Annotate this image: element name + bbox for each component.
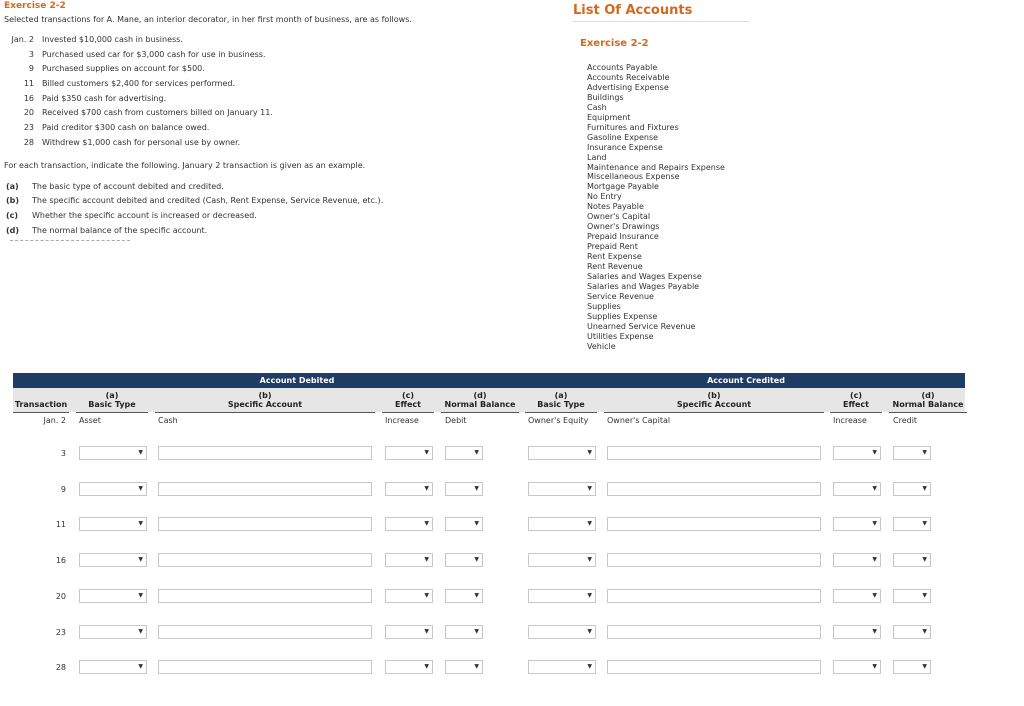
col-debit-normal-balance: (d) Normal Balance bbox=[444, 391, 516, 409]
credit-balance-select[interactable] bbox=[893, 517, 931, 531]
debit-account-input[interactable] bbox=[158, 517, 372, 531]
debit-effect-select[interactable] bbox=[385, 589, 433, 603]
transaction-item: 11 Billed customers $2,400 for services performed. bbox=[23, 79, 236, 88]
debit-account-input[interactable] bbox=[158, 660, 372, 674]
dropdown-arrow-icon: ▼ bbox=[138, 556, 143, 563]
debit-account-input[interactable] bbox=[158, 482, 372, 496]
account-list-item: Unearned Service Revenue bbox=[587, 321, 696, 331]
account-list bbox=[587, 63, 725, 352]
example-debit-type: Asset bbox=[79, 416, 101, 425]
account-list-item: Advertising Expense bbox=[587, 82, 669, 92]
dropdown-arrow-icon: ▼ bbox=[872, 628, 877, 635]
debit-balance-select[interactable] bbox=[445, 517, 483, 531]
exercise-title: Exercise 2-2 bbox=[4, 1, 66, 11]
dropdown-arrow-icon: ▼ bbox=[474, 628, 479, 635]
col-debit-specific-account: (b) Specific Account bbox=[227, 391, 303, 409]
debit-effect-select[interactable] bbox=[385, 660, 433, 674]
divider bbox=[830, 412, 882, 413]
transaction-item: 20 Received $700 cash from customers billed on January 11. bbox=[23, 108, 273, 117]
dropdown-arrow-icon: ▼ bbox=[872, 556, 877, 563]
debit-account-input[interactable] bbox=[158, 553, 372, 567]
account-list-item: Prepaid Rent bbox=[587, 242, 638, 252]
row-date: 16 bbox=[55, 556, 66, 565]
dropdown-arrow-icon: ▼ bbox=[138, 663, 143, 670]
credit-effect-select[interactable] bbox=[833, 660, 881, 674]
dropdown-arrow-icon: ▼ bbox=[424, 485, 429, 492]
account-list-item: Supplies Expense bbox=[587, 311, 658, 321]
account-list-item: Maintenance and Repairs Expense bbox=[587, 162, 725, 172]
credit-account-input[interactable] bbox=[607, 446, 821, 460]
dropdown-arrow-icon: ▼ bbox=[587, 628, 592, 635]
row-date: 9 bbox=[60, 485, 66, 494]
row-date: 20 bbox=[55, 592, 66, 601]
account-list-item: Prepaid Insurance bbox=[587, 232, 659, 242]
credit-balance-select[interactable] bbox=[893, 553, 931, 567]
credit-basic-type-select[interactable] bbox=[528, 589, 596, 603]
credit-balance-select[interactable] bbox=[893, 660, 931, 674]
credit-account-input[interactable] bbox=[607, 589, 821, 603]
dropdown-arrow-icon: ▼ bbox=[474, 485, 479, 492]
divider bbox=[76, 412, 148, 413]
divider bbox=[573, 21, 749, 22]
account-list-item: Cash bbox=[587, 102, 607, 112]
col-debit-basic-type: (a) Basic Type bbox=[88, 391, 136, 409]
row-date: 3 bbox=[60, 449, 66, 458]
account-list-item: Mortgage Payable bbox=[587, 182, 659, 192]
debit-effect-select[interactable] bbox=[385, 517, 433, 531]
dropdown-arrow-icon: ▼ bbox=[872, 663, 877, 670]
account-list-item: Accounts Payable bbox=[587, 63, 658, 72]
example-credit-effect: Increase bbox=[833, 416, 867, 425]
dropdown-arrow-icon: ▼ bbox=[424, 520, 429, 527]
dropdown-arrow-icon: ▼ bbox=[587, 663, 592, 670]
col-credit-specific-account: (b) Specific Account bbox=[676, 391, 752, 409]
credit-account-input[interactable] bbox=[607, 553, 821, 567]
dropdown-arrow-icon: ▼ bbox=[872, 520, 877, 527]
account-list-item: Salaries and Wages Payable bbox=[587, 281, 700, 291]
dropdown-arrow-icon: ▼ bbox=[424, 449, 429, 456]
credit-basic-type-select[interactable] bbox=[528, 553, 596, 567]
divider bbox=[382, 412, 434, 413]
col-credit-normal-balance: (d) Normal Balance bbox=[892, 391, 964, 409]
dropdown-arrow-icon: ▼ bbox=[872, 485, 877, 492]
dropdown-arrow-icon: ▼ bbox=[587, 449, 592, 456]
example-credit-type: Owner's Equity bbox=[528, 416, 589, 425]
debit-balance-select[interactable] bbox=[445, 446, 483, 460]
dropdown-arrow-icon: ▼ bbox=[922, 663, 927, 670]
debit-basic-type-select[interactable] bbox=[79, 446, 147, 460]
dropdown-arrow-icon: ▼ bbox=[138, 592, 143, 599]
credit-effect-select[interactable] bbox=[833, 589, 881, 603]
debit-balance-select[interactable] bbox=[445, 589, 483, 603]
transaction-item: 23 Paid creditor $300 cash on balance owed. bbox=[23, 123, 210, 132]
debit-balance-select[interactable] bbox=[445, 553, 483, 567]
example-debit-balance: Debit bbox=[445, 416, 467, 425]
debit-basic-type-select[interactable] bbox=[79, 625, 147, 639]
dropdown-arrow-icon: ▼ bbox=[138, 628, 143, 635]
credit-basic-type-select[interactable] bbox=[528, 517, 596, 531]
debit-basic-type-select[interactable] bbox=[79, 660, 147, 674]
divider bbox=[441, 412, 519, 413]
debit-account-input[interactable] bbox=[158, 589, 372, 603]
divider bbox=[604, 412, 824, 413]
account-credited-header: Account Credited bbox=[527, 373, 965, 388]
debit-account-input[interactable] bbox=[158, 625, 372, 639]
transaction-item: 3 Purchased used car for $3,000 cash for use in business. bbox=[28, 50, 266, 59]
debit-basic-type-select[interactable] bbox=[79, 517, 147, 531]
credit-account-input[interactable] bbox=[607, 660, 821, 674]
account-list-item: Supplies bbox=[587, 301, 621, 311]
row-date: 23 bbox=[55, 628, 66, 637]
dropdown-arrow-icon: ▼ bbox=[587, 556, 592, 563]
dropdown-arrow-icon: ▼ bbox=[587, 485, 592, 492]
debit-effect-select[interactable] bbox=[385, 446, 433, 460]
dropdown-arrow-icon: ▼ bbox=[474, 520, 479, 527]
example-debit-effect: Increase bbox=[385, 416, 419, 425]
dropdown-arrow-icon: ▼ bbox=[138, 485, 143, 492]
divider bbox=[10, 240, 130, 241]
dropdown-arrow-icon: ▼ bbox=[474, 592, 479, 599]
credit-balance-select[interactable] bbox=[893, 446, 931, 460]
dropdown-arrow-icon: ▼ bbox=[138, 520, 143, 527]
account-list-item: Furnitures and Fixtures bbox=[587, 122, 679, 132]
divider bbox=[889, 412, 967, 413]
debit-effect-select[interactable] bbox=[385, 482, 433, 496]
credit-effect-select[interactable] bbox=[833, 553, 881, 567]
account-debited-header: Account Debited bbox=[13, 373, 581, 388]
account-list-item: No Entry bbox=[587, 192, 622, 202]
dropdown-arrow-icon: ▼ bbox=[474, 663, 479, 670]
debit-balance-select[interactable] bbox=[445, 660, 483, 674]
credit-effect-select[interactable] bbox=[833, 446, 881, 460]
debit-basic-type-select[interactable] bbox=[79, 482, 147, 496]
account-list-item: Accounts Receivable bbox=[587, 72, 670, 82]
divider bbox=[13, 412, 69, 413]
debit-balance-select[interactable] bbox=[445, 625, 483, 639]
transaction-item: 16 Paid $350 cash for advertising. bbox=[23, 94, 167, 103]
credit-balance-select[interactable] bbox=[893, 625, 931, 639]
account-list-item: Rent Expense bbox=[587, 252, 642, 262]
list-of-accounts-title: List Of Accounts bbox=[573, 3, 693, 18]
divider bbox=[525, 412, 597, 413]
account-list-item: Rent Revenue bbox=[587, 262, 643, 272]
divider bbox=[155, 412, 375, 413]
credit-balance-select[interactable] bbox=[893, 589, 931, 603]
dropdown-arrow-icon: ▼ bbox=[138, 449, 143, 456]
example-credit-account: Owner's Capital bbox=[607, 416, 671, 425]
debit-effect-select[interactable] bbox=[385, 553, 433, 567]
credit-basic-type-select[interactable] bbox=[528, 625, 596, 639]
account-list-item: Owner's Drawings bbox=[587, 222, 660, 232]
dropdown-arrow-icon: ▼ bbox=[424, 663, 429, 670]
exercise-intro: Selected transactions for A. Mane, an interior decorator, in her first month of business, are as follows. bbox=[4, 15, 412, 24]
account-list-item: Service Revenue bbox=[587, 291, 654, 301]
credit-basic-type-select[interactable] bbox=[528, 482, 596, 496]
dropdown-arrow-icon: ▼ bbox=[922, 592, 927, 599]
account-list-item: Salaries and Wages Expense bbox=[587, 272, 702, 282]
debit-effect-select[interactable] bbox=[385, 625, 433, 639]
account-list-item: Buildings bbox=[587, 92, 624, 102]
debit-basic-type-select[interactable] bbox=[79, 553, 147, 567]
dropdown-arrow-icon: ▼ bbox=[587, 520, 592, 527]
account-list-item: Gasoline Expense bbox=[587, 132, 659, 142]
credit-account-input[interactable] bbox=[607, 625, 821, 639]
credit-effect-select[interactable] bbox=[833, 625, 881, 639]
col-credit-effect: (c) Effect bbox=[843, 391, 869, 409]
transaction-item: Jan. 2 Invested $10,000 cash in business. bbox=[11, 35, 183, 44]
dropdown-arrow-icon: ▼ bbox=[424, 628, 429, 635]
account-list-item: Equipment bbox=[587, 112, 631, 122]
dropdown-arrow-icon: ▼ bbox=[424, 556, 429, 563]
account-list-item: Insurance Expense bbox=[587, 142, 663, 152]
debit-basic-type-select[interactable] bbox=[79, 589, 147, 603]
dropdown-arrow-icon: ▼ bbox=[474, 449, 479, 456]
dropdown-arrow-icon: ▼ bbox=[587, 592, 592, 599]
dropdown-arrow-icon: ▼ bbox=[922, 628, 927, 635]
transaction-item: 28 Withdrew $1,000 cash for personal use by owner. bbox=[23, 138, 241, 147]
col-credit-basic-type: (a) Basic Type bbox=[537, 391, 585, 409]
credit-effect-select[interactable] bbox=[833, 482, 881, 496]
account-list-item: Utilities Expense bbox=[587, 331, 654, 341]
dropdown-arrow-icon: ▼ bbox=[922, 556, 927, 563]
credit-effect-select[interactable] bbox=[833, 517, 881, 531]
account-list-item: Miscellaneous Expense bbox=[587, 172, 680, 182]
debit-account-input[interactable] bbox=[158, 446, 372, 460]
dropdown-arrow-icon: ▼ bbox=[424, 592, 429, 599]
account-list-item: Notes Payable bbox=[587, 202, 644, 212]
credit-account-input[interactable] bbox=[607, 482, 821, 496]
dropdown-arrow-icon: ▼ bbox=[872, 449, 877, 456]
row-date: 11 bbox=[55, 520, 66, 529]
transaction-item: 9 Purchased supplies on account for $500. bbox=[28, 64, 205, 73]
account-list-item: Owner's Capital bbox=[587, 212, 651, 222]
example-credit-balance: Credit bbox=[893, 416, 918, 425]
instruction-text: For each transaction, indicate the following. January 2 transaction is given as an example. bbox=[4, 161, 366, 170]
account-list-item: Land bbox=[587, 152, 607, 162]
dropdown-arrow-icon: ▼ bbox=[922, 449, 927, 456]
example-debit-account: Cash bbox=[158, 416, 178, 425]
credit-basic-type-select[interactable] bbox=[528, 446, 596, 460]
dropdown-arrow-icon: ▼ bbox=[922, 520, 927, 527]
row-date: Jan. 2 bbox=[43, 416, 66, 425]
credit-basic-type-select[interactable] bbox=[528, 660, 596, 674]
col-transaction: Transaction bbox=[14, 400, 68, 409]
col-debit-effect: (c) Effect bbox=[395, 391, 421, 409]
account-list-item: Vehicle bbox=[587, 341, 616, 351]
credit-balance-select[interactable] bbox=[893, 482, 931, 496]
list-of-accounts-subtitle: Exercise 2-2 bbox=[580, 38, 649, 49]
debit-balance-select[interactable] bbox=[445, 482, 483, 496]
dropdown-arrow-icon: ▼ bbox=[922, 485, 927, 492]
credit-account-input[interactable] bbox=[607, 517, 821, 531]
row-date: 28 bbox=[55, 663, 66, 672]
dropdown-arrow-icon: ▼ bbox=[474, 556, 479, 563]
dropdown-arrow-icon: ▼ bbox=[872, 592, 877, 599]
